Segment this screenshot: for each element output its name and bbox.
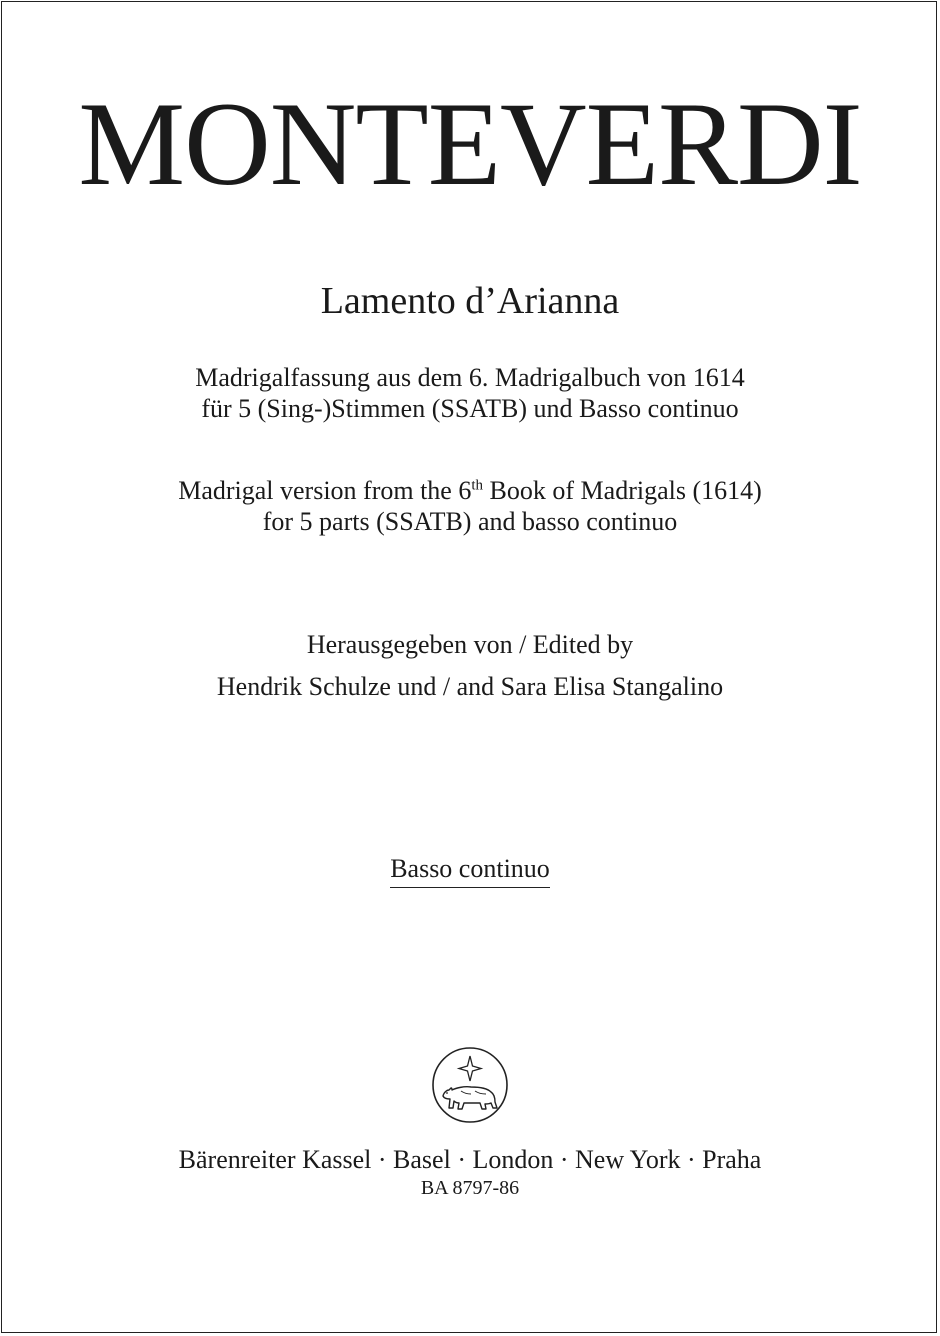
publisher-imprint: Bärenreiter Kassel · Basel · London · New York · Praha [178, 1145, 762, 1174]
edited-by-label: Herausgegeben von / Edited by [306, 630, 634, 659]
english-line-1-end: Book of Madrigals (1614) [483, 476, 762, 505]
editor-names: Hendrik Schulze und / and Sara Elisa Stangalino [216, 672, 724, 701]
catalog-number: BA 8797-86 [420, 1177, 520, 1199]
english-line-1-start: Madrigal version from the 6 [178, 476, 472, 505]
composer-name: MONTEVERDI [78, 77, 862, 210]
german-description-line-1: Madrigalfassung aus dem 6. Madrigalbuch von 1614 [195, 363, 745, 392]
part-label: Basso continuo [390, 853, 550, 888]
german-description-line-2: für 5 (Sing-)Stimmen (SSATB) und Basso continuo [201, 394, 739, 423]
english-description-line-1 [0, 475, 940, 507]
work-title: Lamento d’Arianna [320, 280, 620, 322]
baerenreiter-bear-star-logo-icon [431, 1046, 509, 1124]
ordinal-suffix: th [471, 477, 484, 494]
english-description-line-2: for 5 parts (SSATB) and basso continuo [262, 507, 678, 536]
part-designation [0, 853, 940, 888]
